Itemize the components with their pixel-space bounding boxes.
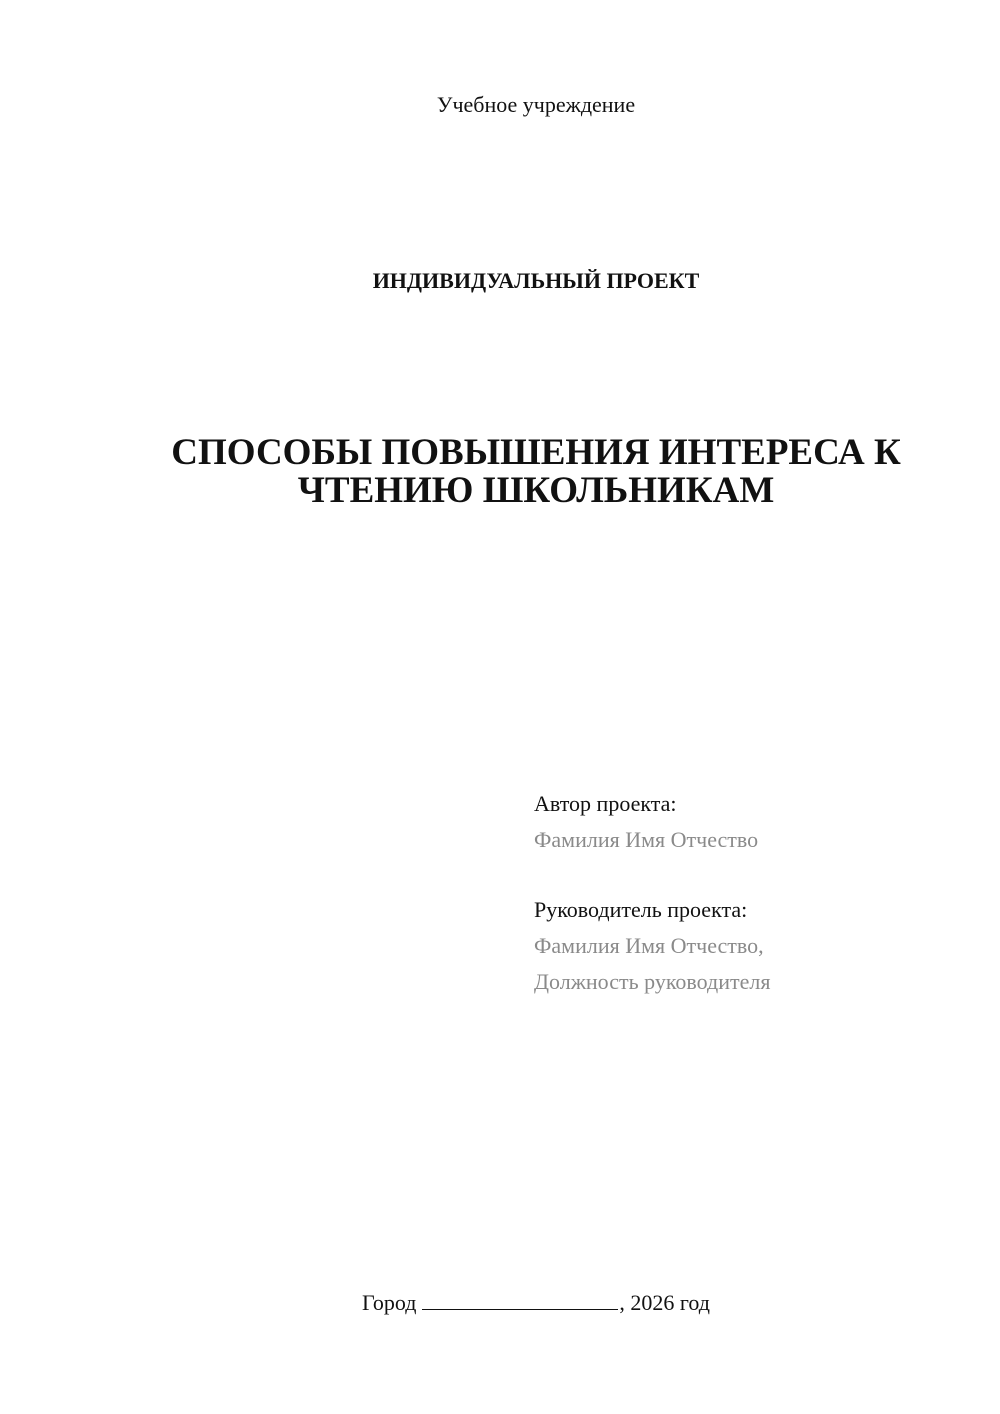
project-title-line-1: СПОСОБЫ ПОВЫШЕНИЯ ИНТЕРЕСА К — [171, 432, 901, 473]
supervisor-block — [534, 892, 974, 1000]
institution-name: Учебное учреждение — [436, 92, 636, 117]
author-block — [534, 786, 974, 858]
city-label: Город — [362, 1290, 417, 1315]
supervisor-position: Должность руководителя — [534, 969, 771, 994]
supervisor-name: Фамилия Имя Отчество, — [534, 933, 764, 958]
document-type: ИНДИВИДУАЛЬНЫЙ ПРОЕКТ — [372, 268, 700, 293]
year-text: , 2026 год — [619, 1290, 710, 1315]
project-title-line-2: ЧТЕНИЮ ШКОЛЬНИКАМ — [297, 470, 775, 511]
author-label: Автор проекта: — [534, 791, 677, 816]
author-name: Фамилия Имя Отчество — [534, 827, 759, 852]
city-year-line — [0, 1288, 1000, 1318]
project-title — [150, 434, 922, 510]
supervisor-label: Руководитель проекта: — [534, 897, 748, 922]
city-blank-line — [422, 1289, 618, 1310]
